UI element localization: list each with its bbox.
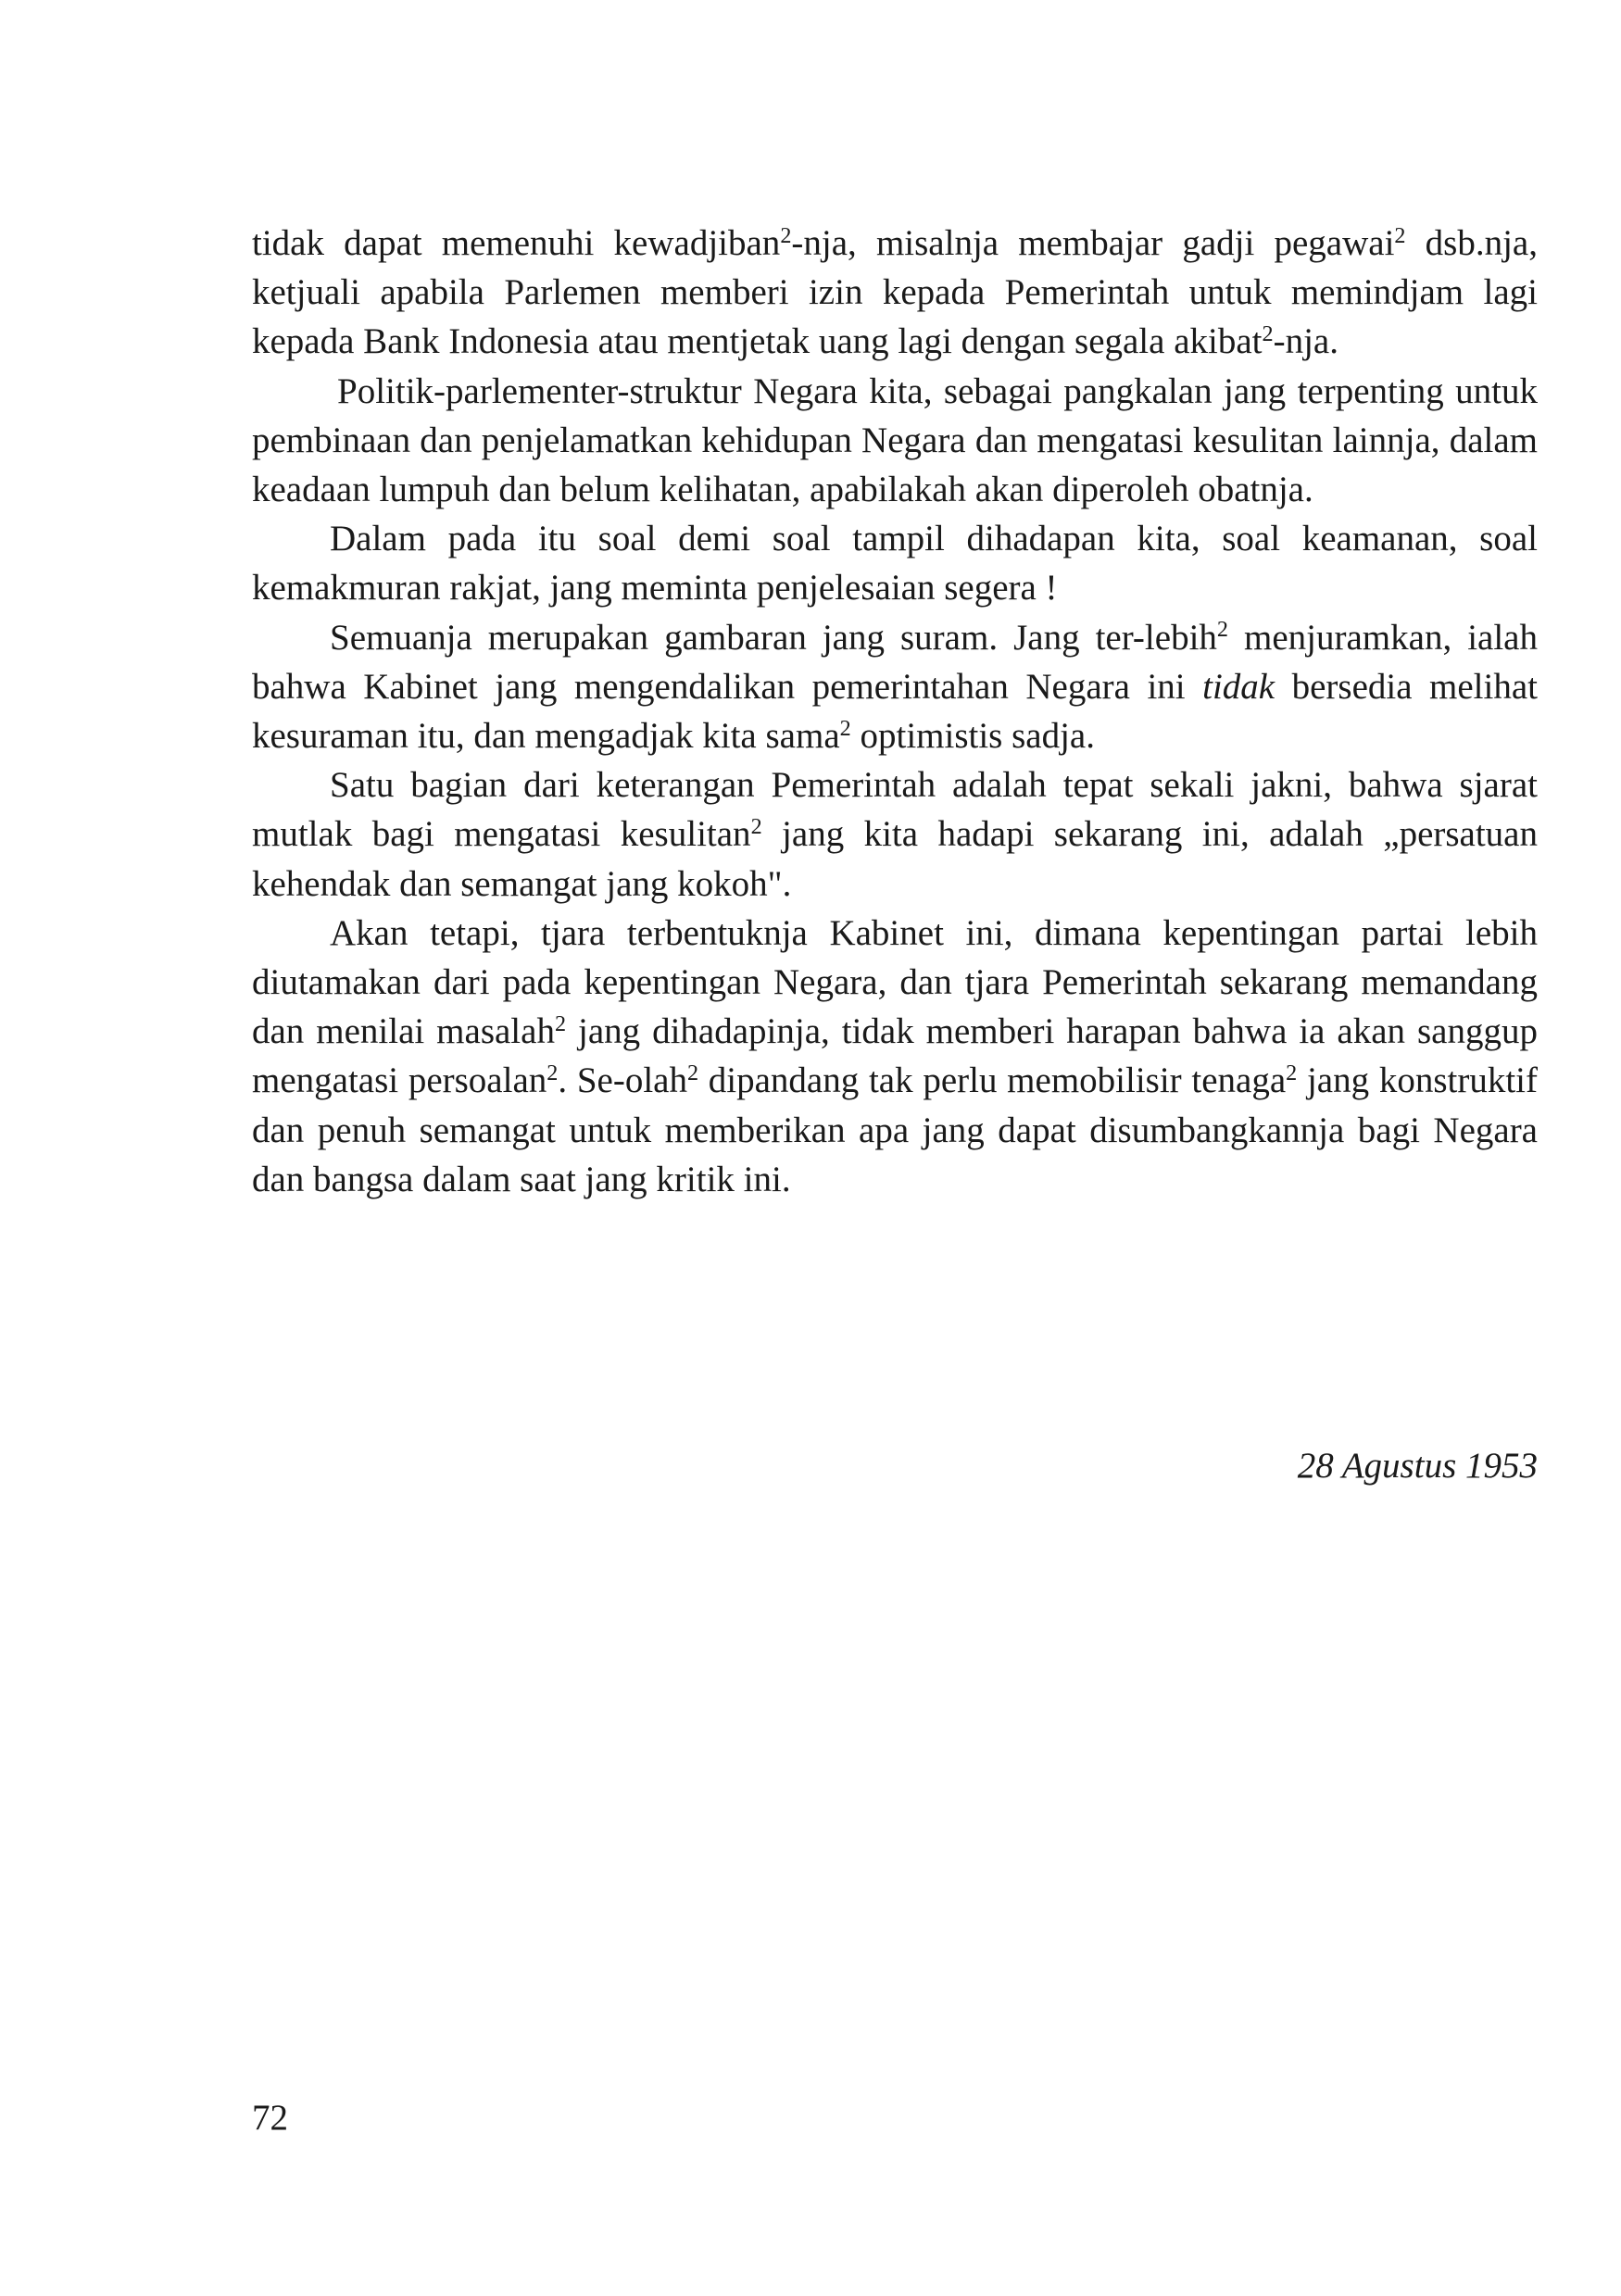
body-text <box>252 219 1538 1204</box>
text-run: jang kita hadapi sekarang ini, adalah „persatuan kehendak dan semangat jang kokoh". <box>252 814 1538 904</box>
superscript-mark: 2 <box>686 1060 699 1086</box>
date-line: 28 Agustus 1953 <box>1297 1446 1538 1486</box>
text-run: Semuanja merupakan gambaran jang suram. Jang ter-lebih <box>330 617 1217 658</box>
text-run: jang konstruktif dan penuh semangat untuk memberikan apa jang dapat disumbangkannja bagi Negara dan bangsa dalam saat jang kritik ini. <box>252 1060 1538 1199</box>
text-run: Akan tetapi, tjara terbentuknja Kabinet ini, dimana kepentingan partai lebih diutamakan dari pada kepentingan Negara, dan tjara Pemerintah sekarang memandang dan menilai masalah <box>252 912 1538 1052</box>
text-run: menjuramkan, ialah bahwa Kabinet jang mengendalikan pemerintahan Negara ini <box>252 617 1538 707</box>
text-run: Politik-parlementer-struktur Negara kita, sebagai pangkalan jang terpenting untuk pembinaan dan penjelamatkan kehidupan Negara dan mengatasi kesulitan lainnja, dalam keadaan lumpuh dan belum kelihatan, apabilakah akan diperoleh obatnja. <box>252 370 1538 510</box>
superscript-mark: 2 <box>780 222 792 248</box>
superscript-mark: 2 <box>1216 617 1228 643</box>
superscript-mark: 2 <box>547 1060 559 1086</box>
paragraph <box>252 219 1538 367</box>
superscript-mark: 2 <box>1262 321 1274 347</box>
text-run: bersedia melihat kesuraman itu, dan mengadjak kita sama <box>252 666 1538 757</box>
superscript-mark: 2 <box>839 715 851 741</box>
text-run: -nja. <box>1273 321 1338 362</box>
text-run: tidak dapat memenuhi kewadjiban <box>252 223 781 263</box>
text-run: jang dihadapinja, tidak memberi harapan bahwa ia akan sanggup mengatasi persoalan <box>252 1011 1538 1101</box>
text-run: dipandang tak perlu memobilisir tenaga <box>698 1060 1287 1101</box>
paragraph <box>252 514 1538 612</box>
page-number: 72 <box>252 2098 288 2138</box>
superscript-mark: 2 <box>1286 1060 1298 1086</box>
paragraph <box>252 760 1538 909</box>
text-run: optimistis sadja. <box>850 716 1095 757</box>
emphasis-text: tidak <box>1202 666 1275 707</box>
text-run: dsb.nja, ketjuali apabila Parlemen memberi izin kepada Pemerintah untuk memindjam lagi kepada Bank Indonesia atau mentjetak uang lagi dengan segala akibat <box>252 223 1538 362</box>
text-run: . Se-olah <box>558 1060 687 1101</box>
superscript-mark: 2 <box>554 1010 567 1036</box>
paragraph <box>252 909 1538 1204</box>
paragraph <box>252 613 1538 761</box>
superscript-mark: 2 <box>750 814 762 840</box>
text-run: Satu bagian dari keterangan Pemerintah adalah tepat sekali jakni, bahwa sjarat mutlak bagi mengatasi kesulitan <box>252 765 1538 855</box>
superscript-mark: 2 <box>1394 222 1406 248</box>
text-run: Dalam pada itu soal demi soal tampil dihadapan kita, soal keamanan, soal kemakmuran rakjat, jang meminta penjelesaian segera ! <box>252 519 1538 609</box>
text-run: -nja, misalnja membajar gadji pegawai <box>791 223 1395 263</box>
paragraph <box>252 367 1538 515</box>
